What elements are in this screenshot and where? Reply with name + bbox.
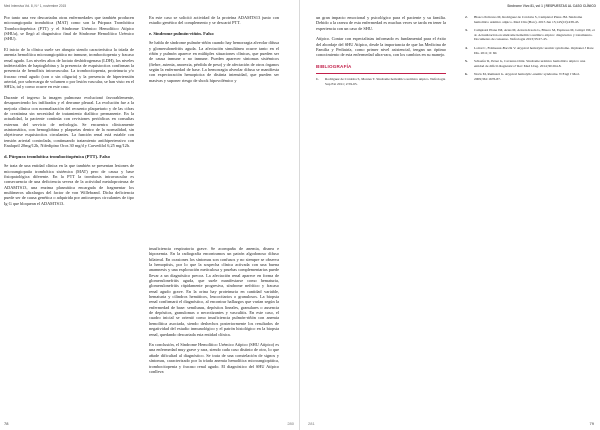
reference-text: Noris M, Remuzzi G. Atypical hemolytic-uremic syndrome. N Engl J Med. 2009;361:1676-87. bbox=[474, 72, 580, 81]
section-heading: d. Púrpura trombótica trombocitopénica (PTT). Falso bbox=[4, 153, 110, 159]
reference-text: Loirat C, Frémeaux-Bacchi V. Atypical hemolytic uremic syndrome. Orphanet J Rare Dis. 2011; 6: 60. bbox=[474, 45, 594, 55]
reference-item bbox=[465, 72, 595, 81]
reference-item bbox=[465, 59, 595, 68]
reference-text: Blasco Pelicano M, Rodríguez de Córdoba S, Campistol Plana JM. Síndrome hemolítico urémico atípico. Med Clin (Barc). 2015 Jun 15;145(10):438-45. bbox=[474, 15, 583, 24]
reference-number: 6. bbox=[465, 72, 468, 77]
page-number-right-inner: 281 bbox=[308, 421, 315, 426]
reference-number: 5. bbox=[465, 59, 468, 64]
page-number-left-inner: 280 bbox=[287, 421, 294, 426]
paragraph: Se trata de una entidad clínica en la que también se presentan lesiones de microangiopatía trombótica sistémica (MAT) pero de causa y base fisiopatológica diferente. En la PTT la trombosis intravascular es consecuencia de una deficiencia severa de la actividad metaloproteasa de ADAMTS13, una enzima plasmática encargada de fragmentar los multímeros ultralargos del factor de von Willebrand. Dicha deficiencia puede ser de causa genética o adquirida por anticuerpos circulantes de tipo Ig G que bloquean el ADAMTS13. bbox=[4, 163, 134, 206]
paragraph: Durante el ingreso la imagen pulmonar evolucionó favorablemente, desapareciendo los infiltrados y el derrame pleural. La evolución fue a la mejoría clínica con normalización del recuento plaquetario y de las cifras de creatinina sin necesidad de tratamiento dialítico permanente. En la actualidad, la paciente continúa con revisiones periódicas en consultas externas del servicio de nefrología. Se encuentra clínicamente asintomática, con hemoglobina y plaquetas dentro de la normalidad, sin objetivarse esquistocitos circulantes. La función renal está estable con tensión arterial controlada, continuando tratamiento antihipertensivo con Enalapril 20mg/12h, Nifedipino Oros 30 mg/d y Carvedilol 6,25 mg/12h. bbox=[4, 95, 134, 149]
reference-item bbox=[465, 15, 595, 24]
right-column-2 bbox=[465, 15, 595, 86]
reference-item bbox=[465, 46, 595, 55]
paragraph: Por tanto una vez descartadas otras enfermedades que también producen microangiopatía trombótica (MAT) como son la Púrpura Trombótica Trombocitopénica (PTT) y el Síndrome Urémico Hemolítico Atípico (SHUa), se llegó al diagnóstico final de Síndrome Hemolítico Urémico (SHU). bbox=[4, 15, 134, 42]
right-page bbox=[300, 0, 600, 430]
reference-number: 2. bbox=[465, 15, 468, 19]
reference-text: Schaefer R, Pérez G, Cavanna Ortiz. Síndrome urémico hemolítico atípico: una entidad de difícil diagnóstico? Rev Med Urug. 2014;30:264-8. bbox=[474, 59, 586, 68]
page-number-left-outer: 78 bbox=[4, 421, 9, 426]
left-column-2-upper bbox=[149, 15, 279, 88]
bibliography-rule bbox=[316, 73, 446, 74]
paragraph: Se habla de síndrome pulmón-riñón cuando hay hemorragia alveolar difusa y glomerulonefritis aguda. La afectación simultánea ocurre tanto en el riñón y pulmón aparece en múltiples situaciones clínicas, que pueden ser de causa inmune o no inmune. Pueden aparecer síntomas sistémicos (fiebre, astenia, anorexia, pérdida de peso) y de afectación de otros órganos según la enfermedad de base. La hemorragia alveolar difusa se manifiesta con expectoración hemoptoica de distinta intensidad, que pueden ser masivas y suponer riesgo de shock hipovolémico y bbox=[149, 40, 279, 83]
paragraph: El inicio de la clínica suele ser abrupto siendo característica la tríada de anemia hemolítica microangiopática no inmune, trombocitopenia y fracaso renal agudo. Los niveles altos de lactato deshidrogenasa (LDH), los niveles indetectables de haptoglobina y la presencia de esquistocitos confirman la presencia de hemólisis intravascular. La trombocitopenia, proteinuria y/o fracaso renal agudo (con o sin oliguria) y la presencia de hipertensión arterial, por sobrecarga de volumen o por lesión vascular, se han visto en el SHUa, tal y como ocurre en este caso. bbox=[4, 47, 134, 90]
reference-number: 3. bbox=[465, 28, 468, 33]
left-column-1 bbox=[4, 15, 134, 211]
reference-number: 1. bbox=[316, 77, 319, 82]
reference-number: 4. bbox=[465, 45, 468, 50]
reference-text: Campistol Plana JM, Arias M, Ariceta Iraola G, Blasco M, Espinosa M, Grinyó JM, et al. Actualización en síndrome hemolítico urémico atípico: diagnóstico y tratamiento. Documento de consenso. Nefrología 2013;33:27-45. bbox=[474, 28, 595, 42]
reference-list-col2 bbox=[465, 15, 595, 82]
paragraph: En conclusión, el Síndrome Hemolítico Urémico Atípico (SHU Atípico) es una enfermedad muy grave y rara, siendo cada caso distinto de otro, lo que añade dificultad al diagnóstico. Se trata de una constelación de signos y síntomas, caracterizado por la tríada anemia hemolítica microangiopática, trombocitopenia y fracaso renal agudo. El diagnóstico del SHU Atípico conlleva bbox=[149, 342, 279, 374]
left-column-2-lower bbox=[149, 246, 279, 380]
section-heading: e. Síndrome pulmón-riñón. Falso bbox=[149, 30, 214, 36]
paragraph: un gran impacto emocional y psicológico para el paciente y su familia. Debido a la rareza de esta enfermedad es muchas veces se tarda en tener la experiencia con un caso de SHU. bbox=[316, 15, 446, 31]
reference-item bbox=[316, 77, 446, 86]
page-number-right-outer: 79 bbox=[589, 421, 594, 426]
bibliography-title: BIBLIOGRAFÍA bbox=[316, 63, 352, 69]
reference-text: Rodríguez de Córdoba S, Montes T. Síndrome hemolítico urémico atípico. Nefrología Sup Ext 2011; 2:59-65. bbox=[325, 77, 446, 86]
running-head-right: Síndrome Vivo 81, vol 1 | RESPUESTAS AL CASO CLÍNICO bbox=[507, 4, 596, 8]
running-head-left: Med Intensiva Vol. 8, N.º 1, noviembre 2015 bbox=[4, 4, 67, 8]
paragraph: Atípico. Contar con especialistas informado es fundamental para el éxito del abordaje del SHU Atípico, desde la importancia de que las Medicina de Familia y Pediatría, como primer nivel asistencial, tengan un óptimo conocimiento de esta enfermedad ultra-rara, con los cambios en su manejo. bbox=[316, 36, 446, 58]
reference-list-col1 bbox=[316, 77, 446, 86]
paragraph: insuficiencia respiratoria grave. Se acompaña de anemia, disnea e hipoxemia. En la radiografía encontramos un patrón algodonoso difuso bilateral. En ocasiones los síntomas son confusos y no siempre se observa la hemoptisis, por lo que la sospecha clínica activada con una buena anamnesis y una exploración meticulosa y pruebas complementarias puede llevar a un diagnóstico precoz. La afectación renal aparece en forma de glomerulonefritis aguda, que suele manifestarse como hematuria, glomerulonefritis rápidamente progresiva, síndrome nefrítico y fracaso renal agudo grave. En la orina hay proteinuria en cantidad variable, hematuria y cilindros hemáticos, leucocitarios o granulosos. La biopsia renal confirmará el diagnóstico, al encontrar hallazgos que varían según la enfermedad de base: semilunas, depósitos lineales, granulares o ausencia de depósitos, granulomas o necrotizantes y vasculitis. En este caso, el cuadro inicial se orientó como insuficiencia pulmón-riñón con anemia hemolítica asociada, siendo deshechos posteriormente los resultados de negatividad del estudio inmunológico y el patrón histológico en la biopsia renal, quedando descartada esta entidad clínica. bbox=[149, 246, 279, 337]
paragraph: En este caso se solicitó actividad de la proteína ADAMTS13 junto con estudio genético del complemento y se descartó PTT. bbox=[149, 15, 279, 26]
reference-item bbox=[465, 28, 595, 42]
right-column-1 bbox=[316, 15, 446, 90]
